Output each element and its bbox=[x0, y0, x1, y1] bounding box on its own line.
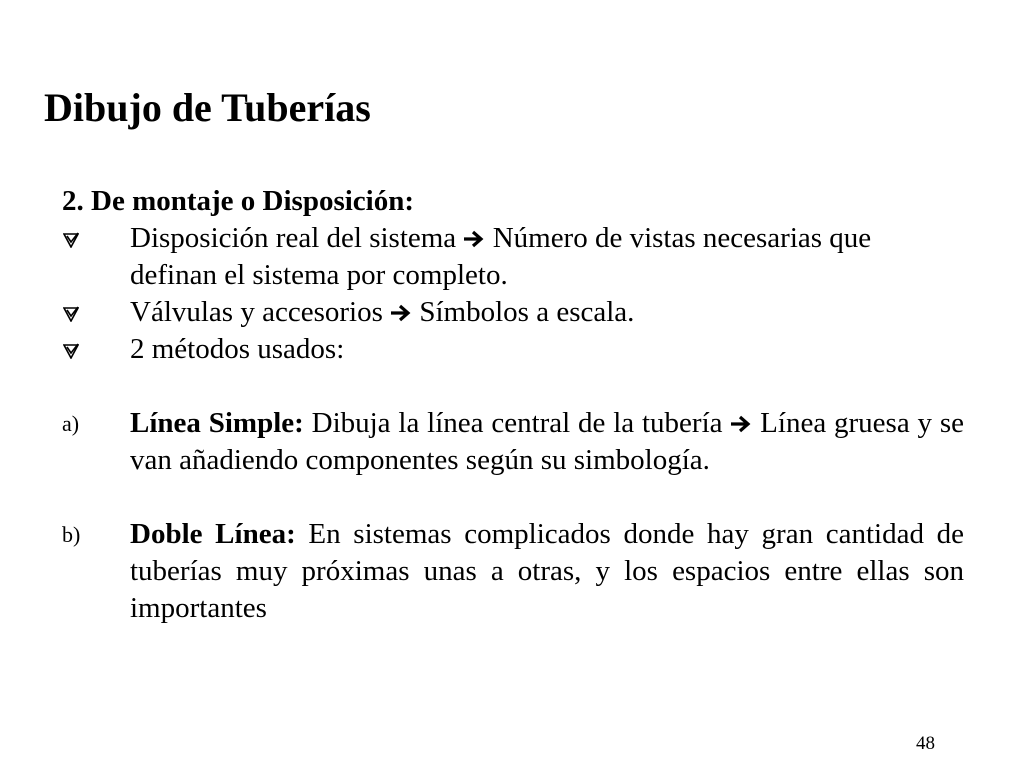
method-item bbox=[62, 405, 964, 479]
method-marker: b) bbox=[62, 522, 81, 547]
bullet-text-before-arrow: Válvulas y accesorios bbox=[130, 296, 383, 328]
page-number: 48 bbox=[916, 733, 935, 754]
bullet-text bbox=[130, 220, 964, 294]
bullet-text: 2 métodos usados: bbox=[130, 333, 345, 365]
bullet-item bbox=[62, 220, 964, 294]
bullet-text-after-arrow: Símbolos a escala. bbox=[419, 296, 635, 328]
bullet-text-before-arrow: Disposición real del sistema bbox=[130, 222, 457, 254]
method-text-before-arrow: Dibuja la línea central de la tubería bbox=[311, 407, 723, 439]
bullet-item bbox=[62, 331, 964, 368]
method-marker: a) bbox=[62, 411, 80, 436]
method-text bbox=[130, 516, 964, 627]
slide-content bbox=[62, 183, 964, 627]
method-term: Doble Línea: bbox=[130, 518, 296, 550]
section-heading: 2. De montaje o Disposición: bbox=[62, 185, 415, 217]
right-arrow-icon bbox=[390, 296, 412, 328]
blank-line bbox=[62, 479, 964, 516]
method-term: Línea Simple: bbox=[130, 407, 304, 439]
blank-line bbox=[62, 368, 964, 405]
method-text-after-arrow: Línea gruesa y se van añadiendo componentes según su simbología. bbox=[130, 407, 965, 476]
right-arrow-icon bbox=[463, 222, 485, 254]
bullet-text-after-arrow: Número de vistas necesarias que definan el sistema por completo. bbox=[130, 222, 872, 291]
slide-title: Dibujo de Tuberías bbox=[44, 85, 371, 130]
method-description: En sistemas complicados donde hay gran cantidad de tuberías muy próximas unas a otras, y los espacios entre ellas son importantes bbox=[130, 518, 965, 624]
method-item bbox=[62, 516, 964, 627]
right-arrow-icon bbox=[730, 407, 752, 439]
bullet-item bbox=[62, 294, 964, 331]
method-text bbox=[130, 405, 964, 479]
bullet-text bbox=[130, 294, 964, 331]
